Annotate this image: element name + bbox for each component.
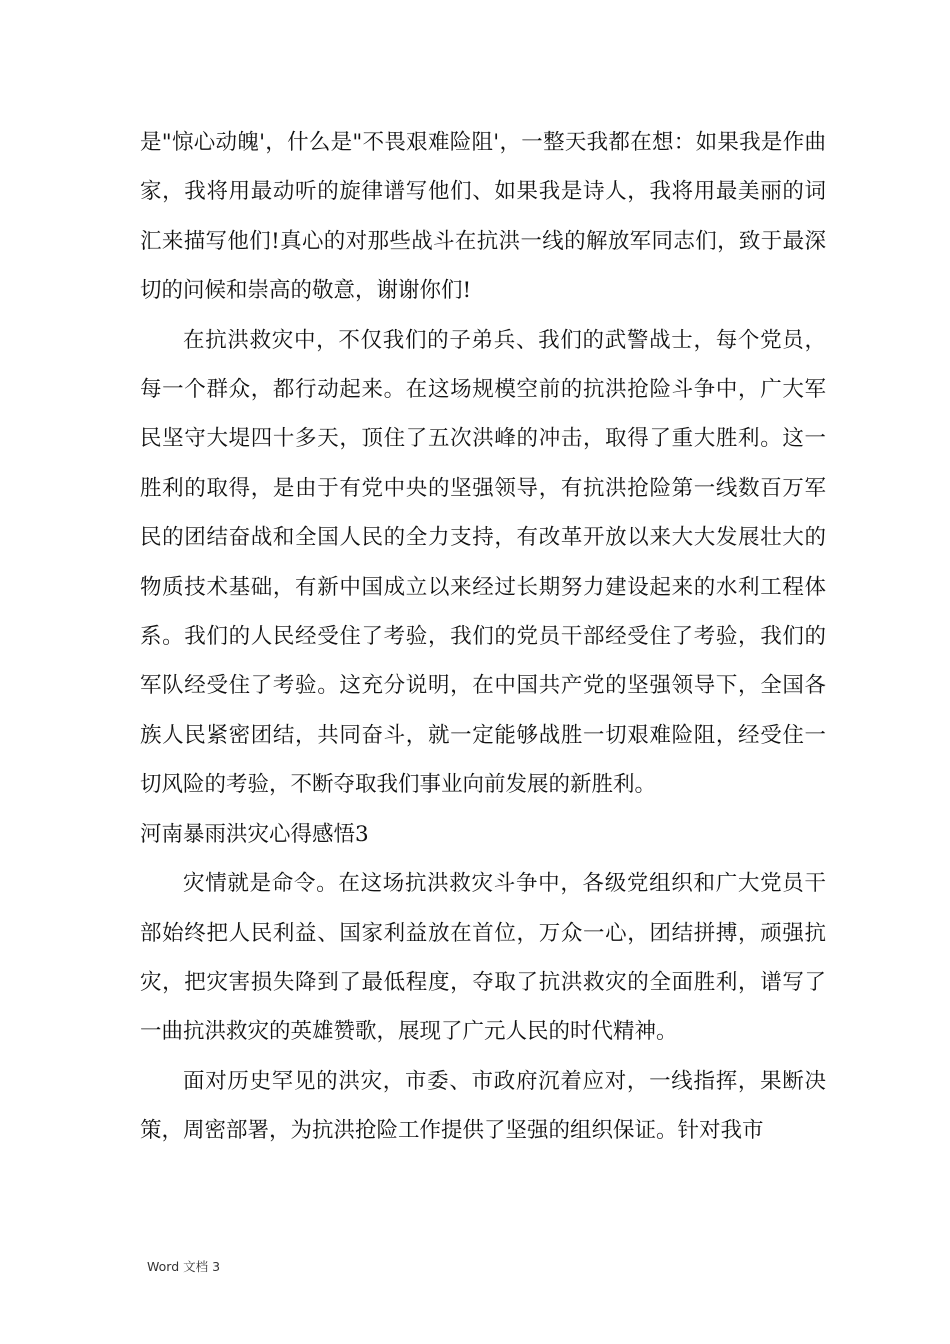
document-body	[140, 118, 826, 1156]
paragraph-city-response: 面对历史罕见的洪灾，市委、市政府沉着应对，一线指挥，果断决策，周密部署，为抗洪抢险工作提供了坚强的组织保证。针对我市	[140, 1068, 826, 1144]
paragraph-continued: 是"惊心动魄'，什么是"不畏艰难险阻'，一整天我都在想：如果我是作曲家，我将用最动听的旋律谱写他们、如果我是诗人，我将用最美丽的词汇来描写他们!真心的对那些战斗在抗洪一线的解放军同志们，致于最深切的问候和崇高的敬意，谢谢你们!	[140, 130, 826, 304]
paragraph-flood-victory: 在抗洪救灾中，不仅我们的子弟兵、我们的武警战士，每个党员，每一个群众，都行动起来。在这场规模空前的抗洪抢险斗争中，广大军民坚守大堤四十多天，顶住了五次洪峰的冲击，取得了重大胜利。这一胜利的取得，是由于有党中央的坚强领导，有抗洪抢险第一线数百万军民的团结奋战和全国人民的全力支持，有改革开放以来大大发展壮大的物质技术基础，有新中国成立以来经过长期努力建设起来的水利工程体系。我们的人民经受住了考验，我们的党员干部经受住了考验，我们的军队经受住了考验。这充分说明，在中国共产党的坚强领导下，全国各族人民紧密团结，共同奋斗，就一定能够战胜一切艰难险阻，经受住一切风险的考验，不断夺取我们事业向前发展的新胜利。	[140, 327, 826, 798]
section-heading: 河南暴雨洪灾心得感悟3	[140, 821, 369, 847]
page-footer: Word 文档 3	[147, 1259, 221, 1274]
paragraph-disaster-command: 灾情就是命令。在这场抗洪救灾斗争中，各级党组织和广大党员干部始终把人民利益、国家利益放在首位，万众一心，团结拼搏，顽强抗灾，把灾害损失降到了最低程度，夺取了抗洪救灾的全面胜利，谱写了一曲抗洪救灾的英雄赞歌，展现了广元人民的时代精神。	[140, 871, 826, 1045]
